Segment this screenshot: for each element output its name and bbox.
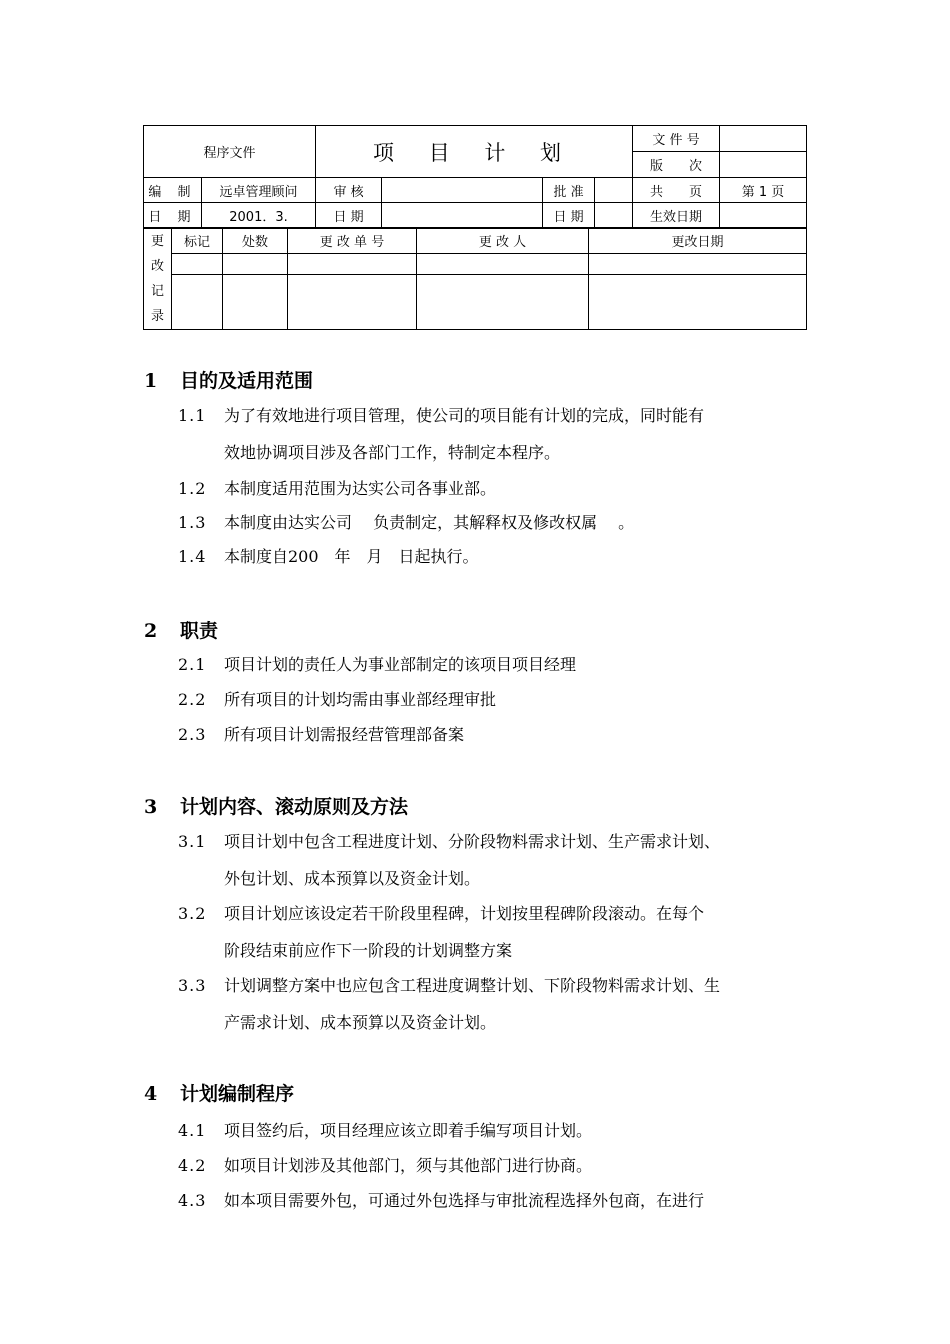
review-date-value bbox=[382, 203, 543, 228]
table-cell bbox=[223, 253, 288, 275]
review-date-label: 日 期 bbox=[316, 203, 382, 228]
table-cell bbox=[172, 275, 223, 330]
total-pages-label: 共 页 bbox=[633, 178, 720, 203]
table-cell bbox=[417, 275, 589, 330]
approve-date-value bbox=[595, 203, 633, 228]
doc-type-cell: 程序文件 bbox=[144, 126, 316, 178]
review-label: 审 核 bbox=[316, 178, 382, 203]
document-title: 项 目 计 划 bbox=[316, 126, 633, 178]
col-header-changer: 更 改 人 bbox=[417, 229, 589, 254]
col-header-mark: 标记 bbox=[172, 229, 223, 254]
change-record-table bbox=[143, 228, 807, 330]
date-label: 日 期 bbox=[144, 203, 202, 228]
table-cell bbox=[589, 275, 807, 330]
table-cell bbox=[417, 253, 589, 275]
section-heading: 1 目的及适用范围 bbox=[144, 370, 314, 392]
prepared-label: 编 制 bbox=[144, 178, 202, 203]
table-cell bbox=[172, 253, 223, 275]
list-item: 3.2 项目计划应该设定若干阶段里程碑，计划按里程碑阶段滚动。在每个 阶段结束前应作下一阶段的计划调整方案 bbox=[178, 904, 705, 960]
version-label: 版 次 bbox=[633, 152, 720, 178]
list-item: 1.2 本制度适用范围为达实公司各事业部。 bbox=[178, 479, 497, 498]
list-item: 4.2 如项目计划涉及其他部门，须与其他部门进行协商。 bbox=[178, 1156, 593, 1175]
review-value bbox=[382, 178, 543, 203]
document-header-table bbox=[143, 125, 807, 228]
list-item: 4.3 如本项目需要外包，可通过外包选择与审批流程选择外包商，在进行 bbox=[178, 1191, 705, 1210]
list-item: 1.3 本制度由达实公司 负责制定，其解释权及修改权属 。 bbox=[178, 513, 635, 532]
table-cell bbox=[223, 275, 288, 330]
col-header-change-date: 更改日期 bbox=[589, 229, 807, 254]
section-heading: 4 计划编制程序 bbox=[144, 1083, 295, 1105]
page-number: 第 1 页 bbox=[720, 178, 807, 203]
approve-label: 批 准 bbox=[543, 178, 595, 203]
col-header-count: 处数 bbox=[223, 229, 288, 254]
file-no-value bbox=[720, 126, 807, 152]
section-heading: 2 职责 bbox=[144, 620, 219, 642]
section-heading: 3 计划内容、滚动原则及方法 bbox=[144, 796, 409, 818]
col-header-change-no: 更 改 单 号 bbox=[288, 229, 417, 254]
list-item: 1.1 为了有效地进行项目管理，使公司的项目能有计划的完成，同时能有 效地协调项目涉及各部门工作，特制定本程序。 bbox=[178, 406, 705, 462]
file-no-label: 文 件 号 bbox=[633, 126, 720, 152]
list-item: 2.3 所有项目计划需报经营管理部备案 bbox=[178, 725, 465, 744]
list-item: 3.3 计划调整方案中也应包含工程进度调整计划、下阶段物料需求计划、生 产需求计划、成本预算以及资金计划。 bbox=[178, 976, 721, 1032]
table-cell bbox=[589, 253, 807, 275]
version-value bbox=[720, 152, 807, 178]
list-item: 4.1 项目签约后，项目经理应该立即着手编写项目计划。 bbox=[178, 1121, 593, 1140]
list-item: 2.2 所有项目的计划均需由事业部经理审批 bbox=[178, 690, 497, 709]
table-cell bbox=[288, 253, 417, 275]
change-record-side-label: 更 改 记 录 bbox=[144, 229, 172, 330]
effective-date-value bbox=[720, 203, 807, 228]
list-item: 2.1 项目计划的责任人为事业部制定的该项目项目经理 bbox=[178, 655, 577, 674]
list-item: 3.1 项目计划中包含工程进度计划、分阶段物料需求计划、生产需求计划、 外包计划、成本预算以及资金计划。 bbox=[178, 832, 721, 888]
approve-date-label: 日 期 bbox=[543, 203, 595, 228]
table-cell bbox=[288, 275, 417, 330]
effective-date-label: 生效日期 bbox=[633, 203, 720, 228]
list-item: 1.4 本制度自200 年 月 日起执行。 bbox=[178, 547, 479, 566]
approve-value bbox=[595, 178, 633, 203]
date-value: 2001．3. bbox=[202, 203, 316, 228]
prepared-value: 远卓管理顾问 bbox=[202, 178, 316, 203]
